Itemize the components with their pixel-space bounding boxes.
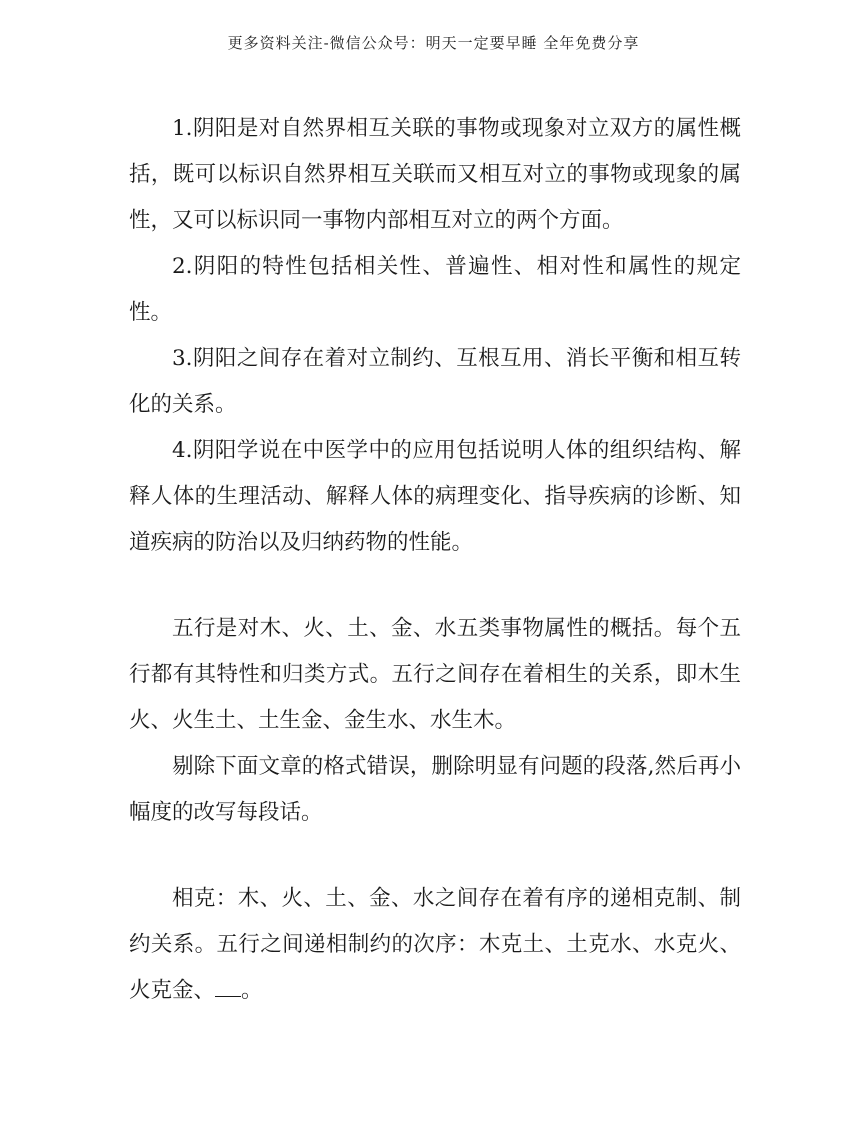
paragraph-yinyang-definition: 1.阴阳是对自然界相互关联的事物或现象对立双方的属性概括，既可以标识自然界相互关联而又相互对立的事物或现象的属性，又可以标识同一事物内部相互对立的两个方面。 — [129, 116, 741, 233]
restraint-text-end: 。 — [241, 978, 263, 1003]
paragraph-yinyang-properties: 2.阴阳的特性包括相关性、普遍性、相对性和属性的规定性。 — [129, 254, 741, 325]
restraint-text: 相克：木、火、土、金、水之间存在着有序的递相克制、制约关系。五行之间递相制约的次序：木克土、土克水、水克火、火克金、 — [129, 886, 741, 1003]
paragraph-gap — [129, 566, 741, 606]
paragraph-yinyang-relations: 3.阴阳之间存在着对立制约、互根互用、消长平衡和相互转化的关系。 — [129, 346, 741, 417]
document-body — [129, 106, 741, 1014]
paragraph-gap — [129, 836, 741, 876]
paragraph-yinyang-applications: 4.阴阳学说在中医学中的应用包括说明人体的组织结构、解释人体的生理活动、解释人体的病理变化、指导疾病的诊断、知道疾病的防治以及归纳药物的性能。 — [129, 438, 741, 555]
page-header: 更多资料关注-微信公众号：明天一定要早睡 全年免费分享 — [227, 34, 640, 52]
fill-in-blank — [215, 996, 241, 997]
paragraph-editing-instruction: 剔除下面文章的格式错误，删除明显有问题的段落,然后再小幅度的改写每段话。 — [129, 754, 741, 825]
paragraph-wuxing-definition: 五行是对木、火、土、金、水五类事物属性的概括。每个五行都有其特性和归类方式。五行之间存在着相生的关系，即木生火、火生土、土生金、金生水、水生木。 — [129, 616, 741, 733]
paragraph-wuxing-restraint — [129, 876, 741, 1014]
